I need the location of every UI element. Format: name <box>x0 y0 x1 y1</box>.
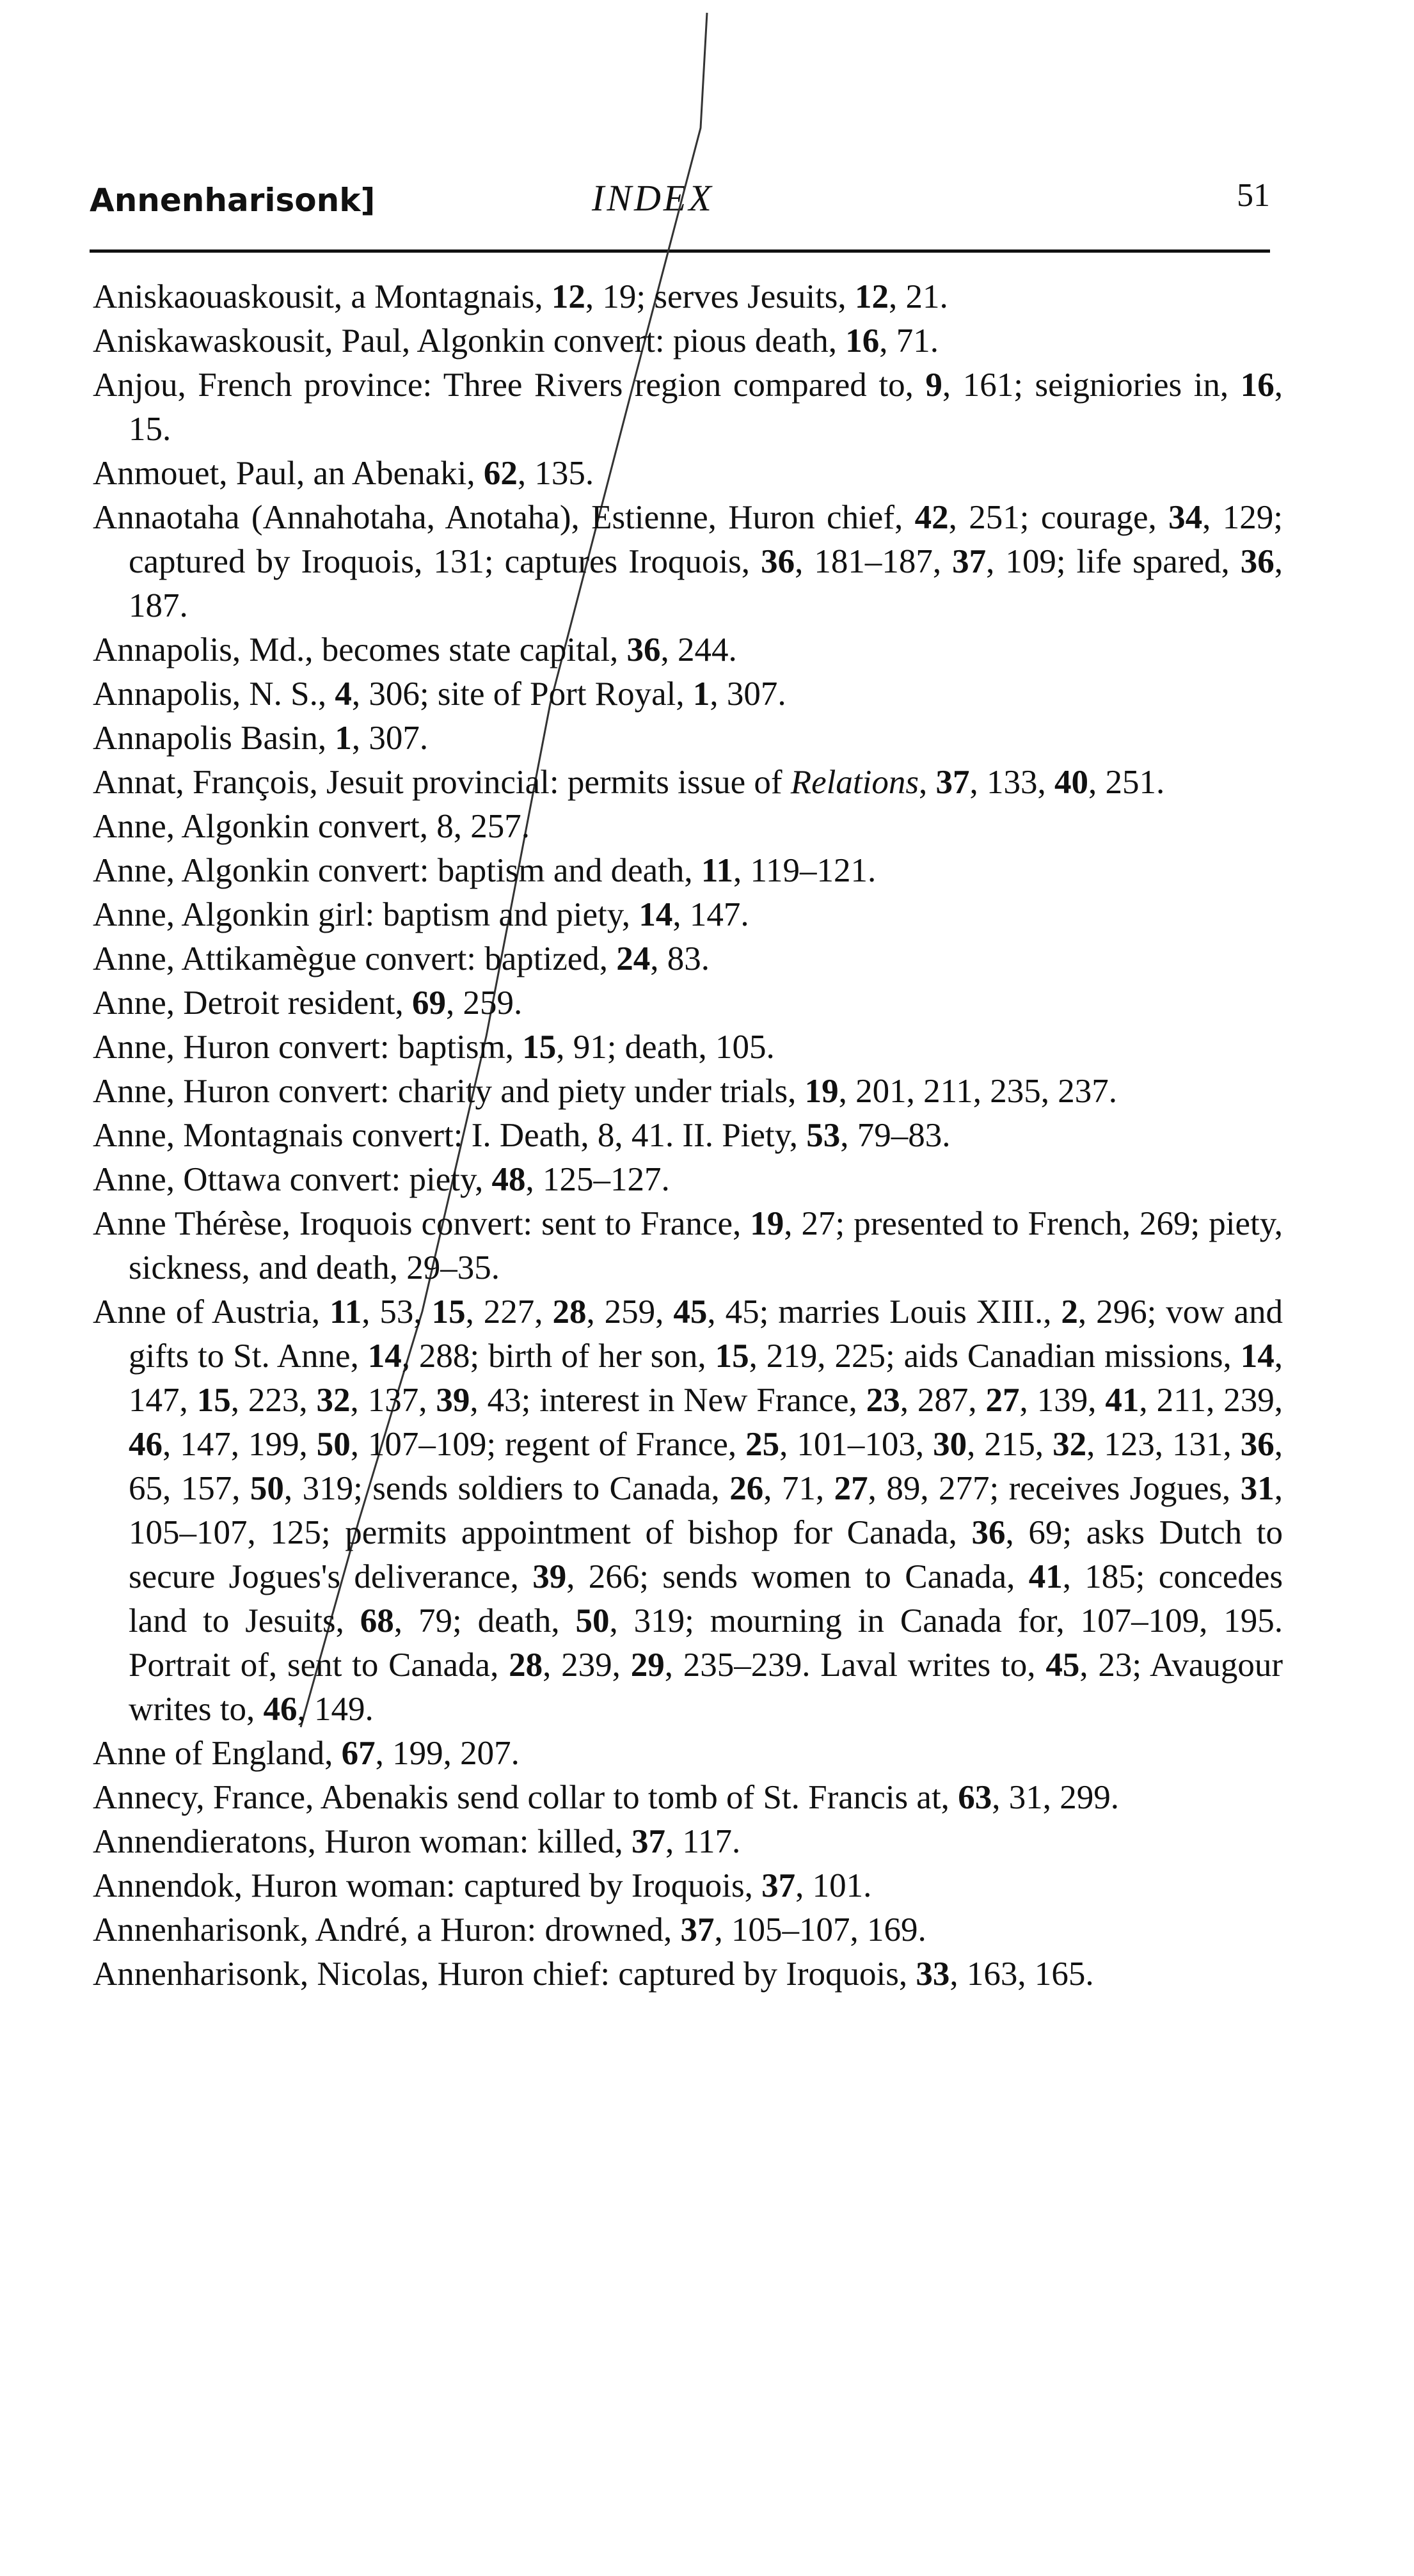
entry-text: , 45; marries Louis XIII., <box>707 1293 1061 1331</box>
entry-text: 15 <box>522 1029 557 1066</box>
entry-text: Anmouet, Paul, an Abenaki, <box>93 455 484 492</box>
entry-text: 23 <box>866 1382 900 1419</box>
entry-text: 1 <box>335 720 352 757</box>
entry-text: , 187. <box>129 543 1283 624</box>
entry-text: Anne, Huron convert: baptism, <box>93 1029 523 1066</box>
entry-text: , 251. <box>1088 764 1165 801</box>
entry-text: 4 <box>335 676 352 713</box>
entry-text: , 287, <box>900 1382 986 1419</box>
entry-text: 29 <box>630 1647 665 1684</box>
entry-text: 36 <box>1240 1426 1275 1463</box>
entry-text: 50 <box>575 1602 610 1640</box>
index-entry <box>93 496 1283 628</box>
entry-text: , 266; sends women to Canada, <box>566 1558 1029 1595</box>
entry-text: Anjou, French province: Three Rivers region compared to, <box>93 367 926 404</box>
entry-text: 12 <box>551 278 585 315</box>
index-entries <box>93 275 1283 1996</box>
entry-text: , 105–107, 169. <box>714 1911 926 1948</box>
entry-text: , 307. <box>710 676 786 713</box>
entry-text: 15 <box>431 1293 466 1331</box>
entry-text: Anne, Montagnais convert: I. Death, 8, 41. II. Piety, <box>93 1117 807 1154</box>
entry-text: 46 <box>129 1426 163 1463</box>
entry-text: , 91; death, 105. <box>556 1029 775 1066</box>
entry-text: Anne, Detroit resident, <box>93 984 412 1022</box>
entry-text: 30 <box>933 1426 967 1463</box>
entry-text: , 211, 239, <box>1139 1382 1283 1419</box>
entry-text: 53 <box>806 1117 841 1154</box>
index-entry <box>93 1908 1283 1952</box>
entry-text: , 79–83. <box>840 1117 951 1154</box>
entry-text: 41 <box>1028 1558 1063 1595</box>
index-entry <box>93 805 1283 849</box>
entry-text: 32 <box>1053 1426 1087 1463</box>
entry-text: , 223, <box>230 1382 317 1419</box>
entry-text: , 101–103, <box>779 1426 933 1463</box>
index-entry <box>93 1732 1283 1776</box>
entry-text: Annecy, France, Abenakis send collar to tomb of St. Francis at, <box>93 1779 958 1816</box>
entry-text: , 105–107, 125; permits appointment of bishop for Canada, <box>129 1470 1283 1551</box>
entry-text: 28 <box>509 1647 543 1684</box>
entry-text: , 239, <box>543 1647 631 1684</box>
entry-text: , 251; courage, <box>948 499 1169 536</box>
entry-text: 32 <box>316 1382 351 1419</box>
header-catchword: Annenharisonk] <box>90 182 376 219</box>
entry-text: Annapolis Basin, <box>93 720 335 757</box>
entry-text: , 23; Avaugour writes to, <box>129 1647 1283 1728</box>
entry-text: , 147, <box>129 1338 1283 1419</box>
entry-text: , 259. <box>445 984 523 1022</box>
entry-text: Anne, Algonkin convert, 8, 257. <box>93 808 530 845</box>
index-entry <box>93 761 1283 805</box>
entry-text: , 21. <box>888 278 948 315</box>
entry-text: 11 <box>701 852 733 889</box>
entry-text: Anne, Algonkin convert: baptism and death, <box>93 852 701 889</box>
index-entry <box>93 1114 1283 1158</box>
entry-text: , 65, 157, <box>129 1426 1283 1507</box>
index-entry <box>93 452 1283 496</box>
entry-text: , 185; concedes land to Jesuits, <box>129 1558 1283 1640</box>
entry-text: 14 <box>639 896 673 933</box>
entry-text: 31 <box>1240 1470 1275 1507</box>
entry-text: 45 <box>673 1293 708 1331</box>
entry-text: 26 <box>729 1470 764 1507</box>
entry-text: Anne Thérèse, Iroquois convert: sent to France, <box>93 1205 751 1242</box>
page-number: 51 <box>1237 177 1270 214</box>
index-entry <box>93 363 1283 452</box>
entry-text: 19 <box>750 1205 784 1242</box>
index-entry <box>93 628 1283 672</box>
entry-text: , 235–239. Laval writes to, <box>664 1647 1046 1684</box>
entry-text: , 288; birth of her son, <box>401 1338 715 1375</box>
entry-text: 9 <box>925 367 942 404</box>
entry-text: , 123, 131, <box>1086 1426 1241 1463</box>
entry-text: , 43; interest in New France, <box>470 1382 866 1419</box>
entry-text: Annapolis, Md., becomes state capital, <box>93 631 627 668</box>
entry-text: Annat, François, Jesuit provincial: permits issue of <box>93 764 791 801</box>
entry-text: Annapolis, N. S., <box>93 676 335 713</box>
entry-text: Annendok, Huron woman: captured by Iroquois, <box>93 1867 762 1904</box>
index-entry <box>93 849 1283 893</box>
entry-text: 37 <box>680 1911 715 1948</box>
entry-text: , 101. <box>795 1867 872 1904</box>
entry-text: 37 <box>761 1867 796 1904</box>
entry-text: , 109; life spared, <box>986 543 1241 580</box>
entry-text: Annendieratons, Huron woman: killed, <box>93 1823 632 1860</box>
index-entry <box>93 319 1283 363</box>
entry-text: 42 <box>914 499 949 536</box>
entry-text: Annenharisonk, Nicolas, Huron chief: captured by Iroquois, <box>93 1956 916 1993</box>
entry-text: , <box>918 764 936 801</box>
entry-text: Annenharisonk, André, a Huron: drowned, <box>93 1911 681 1948</box>
entry-text: 46 <box>263 1691 298 1728</box>
entry-text: , 199, 207. <box>375 1735 520 1772</box>
index-entry <box>93 1025 1283 1070</box>
index-entry <box>93 1776 1283 1820</box>
entry-text: Anne, Attikamègue convert: baptized, <box>93 940 617 977</box>
entry-text: , 163, 165. <box>949 1956 1094 1993</box>
entry-text: Anne of Austria, <box>93 1293 330 1331</box>
entry-text: 45 <box>1045 1647 1080 1684</box>
entry-text: Aniskawaskousit, Paul, Algonkin convert: pious death, <box>93 322 846 360</box>
index-entry <box>93 275 1283 319</box>
entry-text: 16 <box>845 322 880 360</box>
entry-text: , 161; seigniories in, <box>942 367 1241 404</box>
index-entry <box>93 716 1283 761</box>
entry-text: 39 <box>532 1558 567 1595</box>
entry-text: , 296; vow and gifts to St. Anne, <box>129 1293 1283 1375</box>
entry-text: 34 <box>1168 499 1203 536</box>
entry-text: 14 <box>1240 1338 1275 1375</box>
index-entry <box>93 1952 1283 1996</box>
index-entry <box>93 672 1283 716</box>
entry-text: 11 <box>330 1293 362 1331</box>
entry-text: 50 <box>250 1470 284 1507</box>
entry-text: 25 <box>745 1426 780 1463</box>
entry-text: 62 <box>483 455 518 492</box>
entry-text: , 133, <box>969 764 1054 801</box>
entry-text: 41 <box>1105 1382 1140 1419</box>
entry-text: 14 <box>367 1338 402 1375</box>
entry-text: , 244. <box>660 631 737 668</box>
entry-text: , 259, <box>586 1293 674 1331</box>
entry-text: , 15. <box>129 367 1283 448</box>
entry-text: , 89, 277; receives Jogues, <box>868 1470 1241 1507</box>
entry-text: 16 <box>1240 367 1275 404</box>
entry-text: 27 <box>834 1470 868 1507</box>
entry-text: , 319; mourning in Canada for, 107–109, 195. Portrait of, sent to Canada, <box>129 1602 1283 1684</box>
entry-text: Anne of England, <box>93 1735 342 1772</box>
entry-text: , 135. <box>517 455 594 492</box>
entry-text: Relations <box>790 764 919 801</box>
entry-text: 19 <box>804 1073 839 1110</box>
entry-text: 24 <box>616 940 651 977</box>
entry-text: Anne, Ottawa convert: piety, <box>93 1161 492 1198</box>
entry-text: , 139, <box>1019 1382 1106 1419</box>
entry-text: , 307. <box>351 720 429 757</box>
entry-text: , 147, 199, <box>163 1426 317 1463</box>
index-entry <box>93 1864 1283 1908</box>
index-entry <box>93 1158 1283 1202</box>
index-entry <box>93 1202 1283 1290</box>
entry-text: , 27; presented to French, 269; piety, sickness, and death, 29–35. <box>129 1205 1283 1286</box>
entry-text: , 149. <box>297 1691 374 1728</box>
entry-text: 12 <box>854 278 889 315</box>
entry-text: 36 <box>1240 543 1275 580</box>
entry-text: , 107–109; regent of France, <box>350 1426 746 1463</box>
entry-text: , 83. <box>650 940 710 977</box>
entry-text: , 319; sends soldiers to Canada, <box>283 1470 730 1507</box>
index-entry <box>93 1290 1283 1732</box>
entry-text: , 137, <box>350 1382 436 1419</box>
entry-text: 37 <box>935 764 970 801</box>
entry-text: 50 <box>316 1426 351 1463</box>
entry-text: , 71, <box>763 1470 834 1507</box>
entry-text: , 129; captured by Iroquois, 131; captures Iroquois, <box>129 499 1283 580</box>
entry-text: 37 <box>952 543 987 580</box>
entry-text: , 306; site of Port Royal, <box>351 676 693 713</box>
entry-text: , 53, <box>361 1293 432 1331</box>
index-entry <box>93 1820 1283 1864</box>
entry-text: , 219, 225; aids Canadian missions, <box>749 1338 1241 1375</box>
entry-text: 2 <box>1061 1293 1078 1331</box>
entry-text: 68 <box>360 1602 394 1640</box>
entry-text: Anne, Algonkin girl: baptism and piety, <box>93 896 639 933</box>
entry-text: , 181–187, <box>795 543 953 580</box>
entry-text: Anne, Huron convert: charity and piety under trials, <box>93 1073 805 1110</box>
entry-text: 1 <box>692 676 710 713</box>
entry-text: 48 <box>491 1161 526 1198</box>
entry-text: , 119–121. <box>733 852 877 889</box>
entry-text: , 117. <box>665 1823 741 1860</box>
entry-text: , 215, <box>967 1426 1053 1463</box>
entry-text: 33 <box>916 1956 950 1993</box>
index-entry <box>93 1070 1283 1114</box>
entry-text: , 71. <box>879 322 939 360</box>
entry-text: 39 <box>436 1382 470 1419</box>
entry-text: , 19; serves Jesuits, <box>585 278 855 315</box>
entry-text: , 147. <box>672 896 749 933</box>
index-entry <box>93 981 1283 1025</box>
entry-text: , 125–127. <box>525 1161 670 1198</box>
entry-text: 63 <box>958 1779 992 1816</box>
entry-text: , 227, <box>465 1293 553 1331</box>
entry-text: 36 <box>626 631 661 668</box>
entry-text: , 201, 211, 235, 237. <box>838 1073 1117 1110</box>
entry-text: 15 <box>715 1338 749 1375</box>
index-entry <box>93 937 1283 981</box>
entry-text: 69 <box>411 984 446 1022</box>
entry-text: 28 <box>552 1293 587 1331</box>
entry-text: Aniskaouaskousit, a Montagnais, <box>93 278 552 315</box>
entry-text: 36 <box>761 543 795 580</box>
entry-text: 15 <box>196 1382 231 1419</box>
index-entry <box>93 893 1283 937</box>
entry-text: , 31, 299. <box>992 1779 1119 1816</box>
entry-text: , 69; asks Dutch to secure Jogues's deliverance, <box>129 1514 1283 1595</box>
entry-text: 37 <box>631 1823 665 1860</box>
entry-text: Annaotaha (Annahotaha, Anotaha), Estienne, Huron chief, <box>93 499 915 536</box>
entry-text: 40 <box>1054 764 1088 801</box>
entry-text: 36 <box>971 1514 1006 1551</box>
header-title: INDEX <box>592 177 714 219</box>
entry-text: 27 <box>985 1382 1020 1419</box>
entry-text: 67 <box>341 1735 376 1772</box>
entry-text: , 79; death, <box>393 1602 576 1640</box>
